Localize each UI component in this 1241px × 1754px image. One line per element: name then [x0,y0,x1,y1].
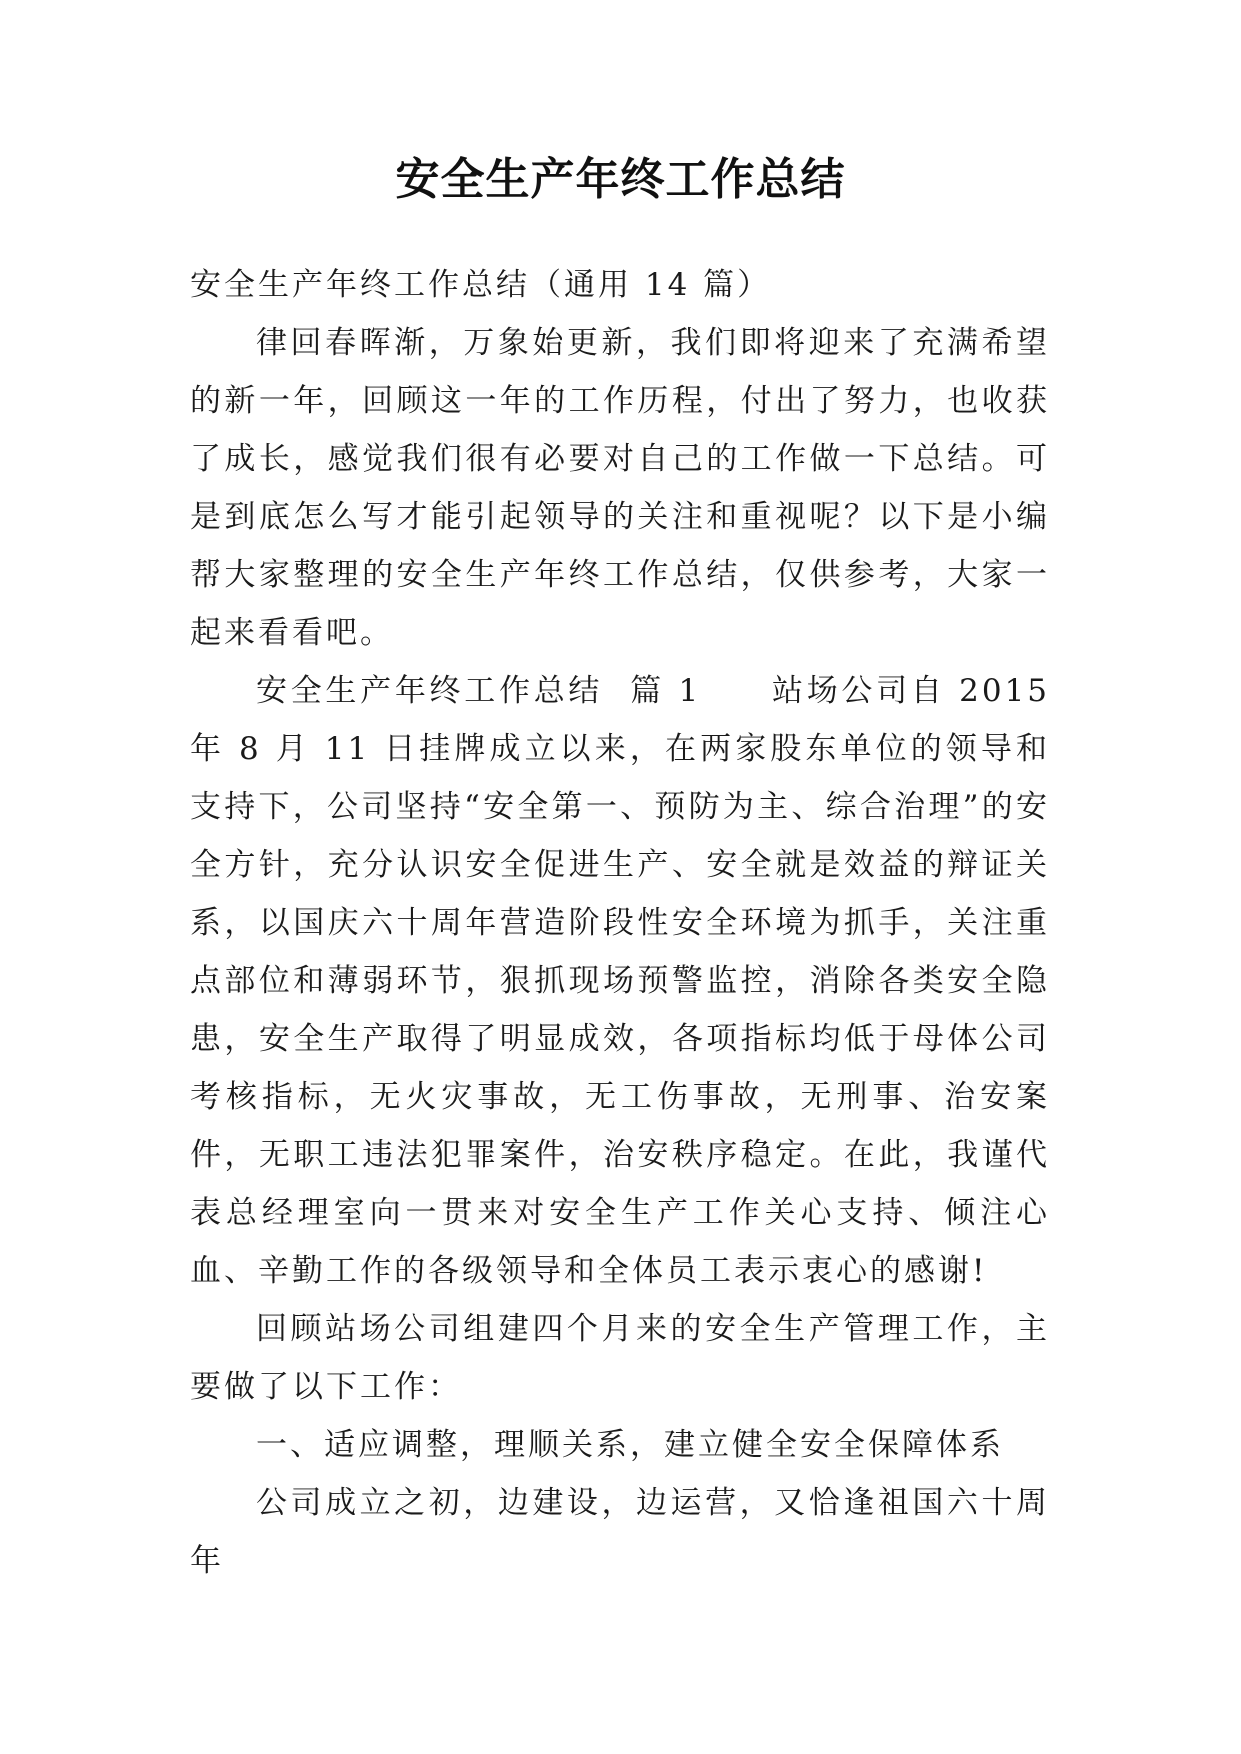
chapter-number: 篇 1 [630,673,702,709]
review-paragraph: 回顾站场公司组建四个月来的安全生产管理工作，主要做了以下工作： [190,1311,1050,1405]
document-subtitle: 安全生产年终工作总结（通用 14 篇） [190,267,772,303]
document-body [190,256,1050,1590]
chapter-body: 站场公司自 2015 年 8 月 11 日挂牌成立以来，在两家股东单位的领导和支持下，公司坚持“安全第一、预防为主、综合治理”的安全方针，充分认识安全促进生产、安全就是效益的辩证关系，以国庆六十周年营造阶段性安全环境为抓手，关注重点部位和薄弱环节，狠抓现场预警监控，消除各类安全隐患，安全生产取得了明显成效，各项指标均低于母体公司考核指标，无火灾事故，无工伤事故，无刑事、治安案件，无职工违法犯罪案件，治安秩序稳定。在此，我谨代表总经理室向一贯来对安全生产工作关心支持、倾注心血、辛勤工作的各级领导和全体员工表示衷心的感谢! [190,673,1051,1289]
section-paragraph: 公司成立之初，边建设，边运营，又恰逢祖国六十周年 [190,1485,1050,1579]
document-title: 安全生产年终工作总结 [395,154,846,205]
intro-paragraph: 律回春晖渐，万象始更新，我们即将迎来了充满希望的新一年，回顾这一年的工作历程，付出了努力，也收获了成长，感觉我们很有必要对自己的工作做一下总结。可是到底怎么写才能引起领导的关注和重视呢？以下是小编帮大家整理的安全生产年终工作总结，仅供参考，大家一起来看看吧。 [190,325,1050,651]
section-heading: 一、适应调整，理顺关系，建立健全安全保障体系 [256,1427,1004,1463]
chapter-paragraph [190,662,1050,1300]
chapter-label: 安全生产年终工作总结 [256,673,604,709]
